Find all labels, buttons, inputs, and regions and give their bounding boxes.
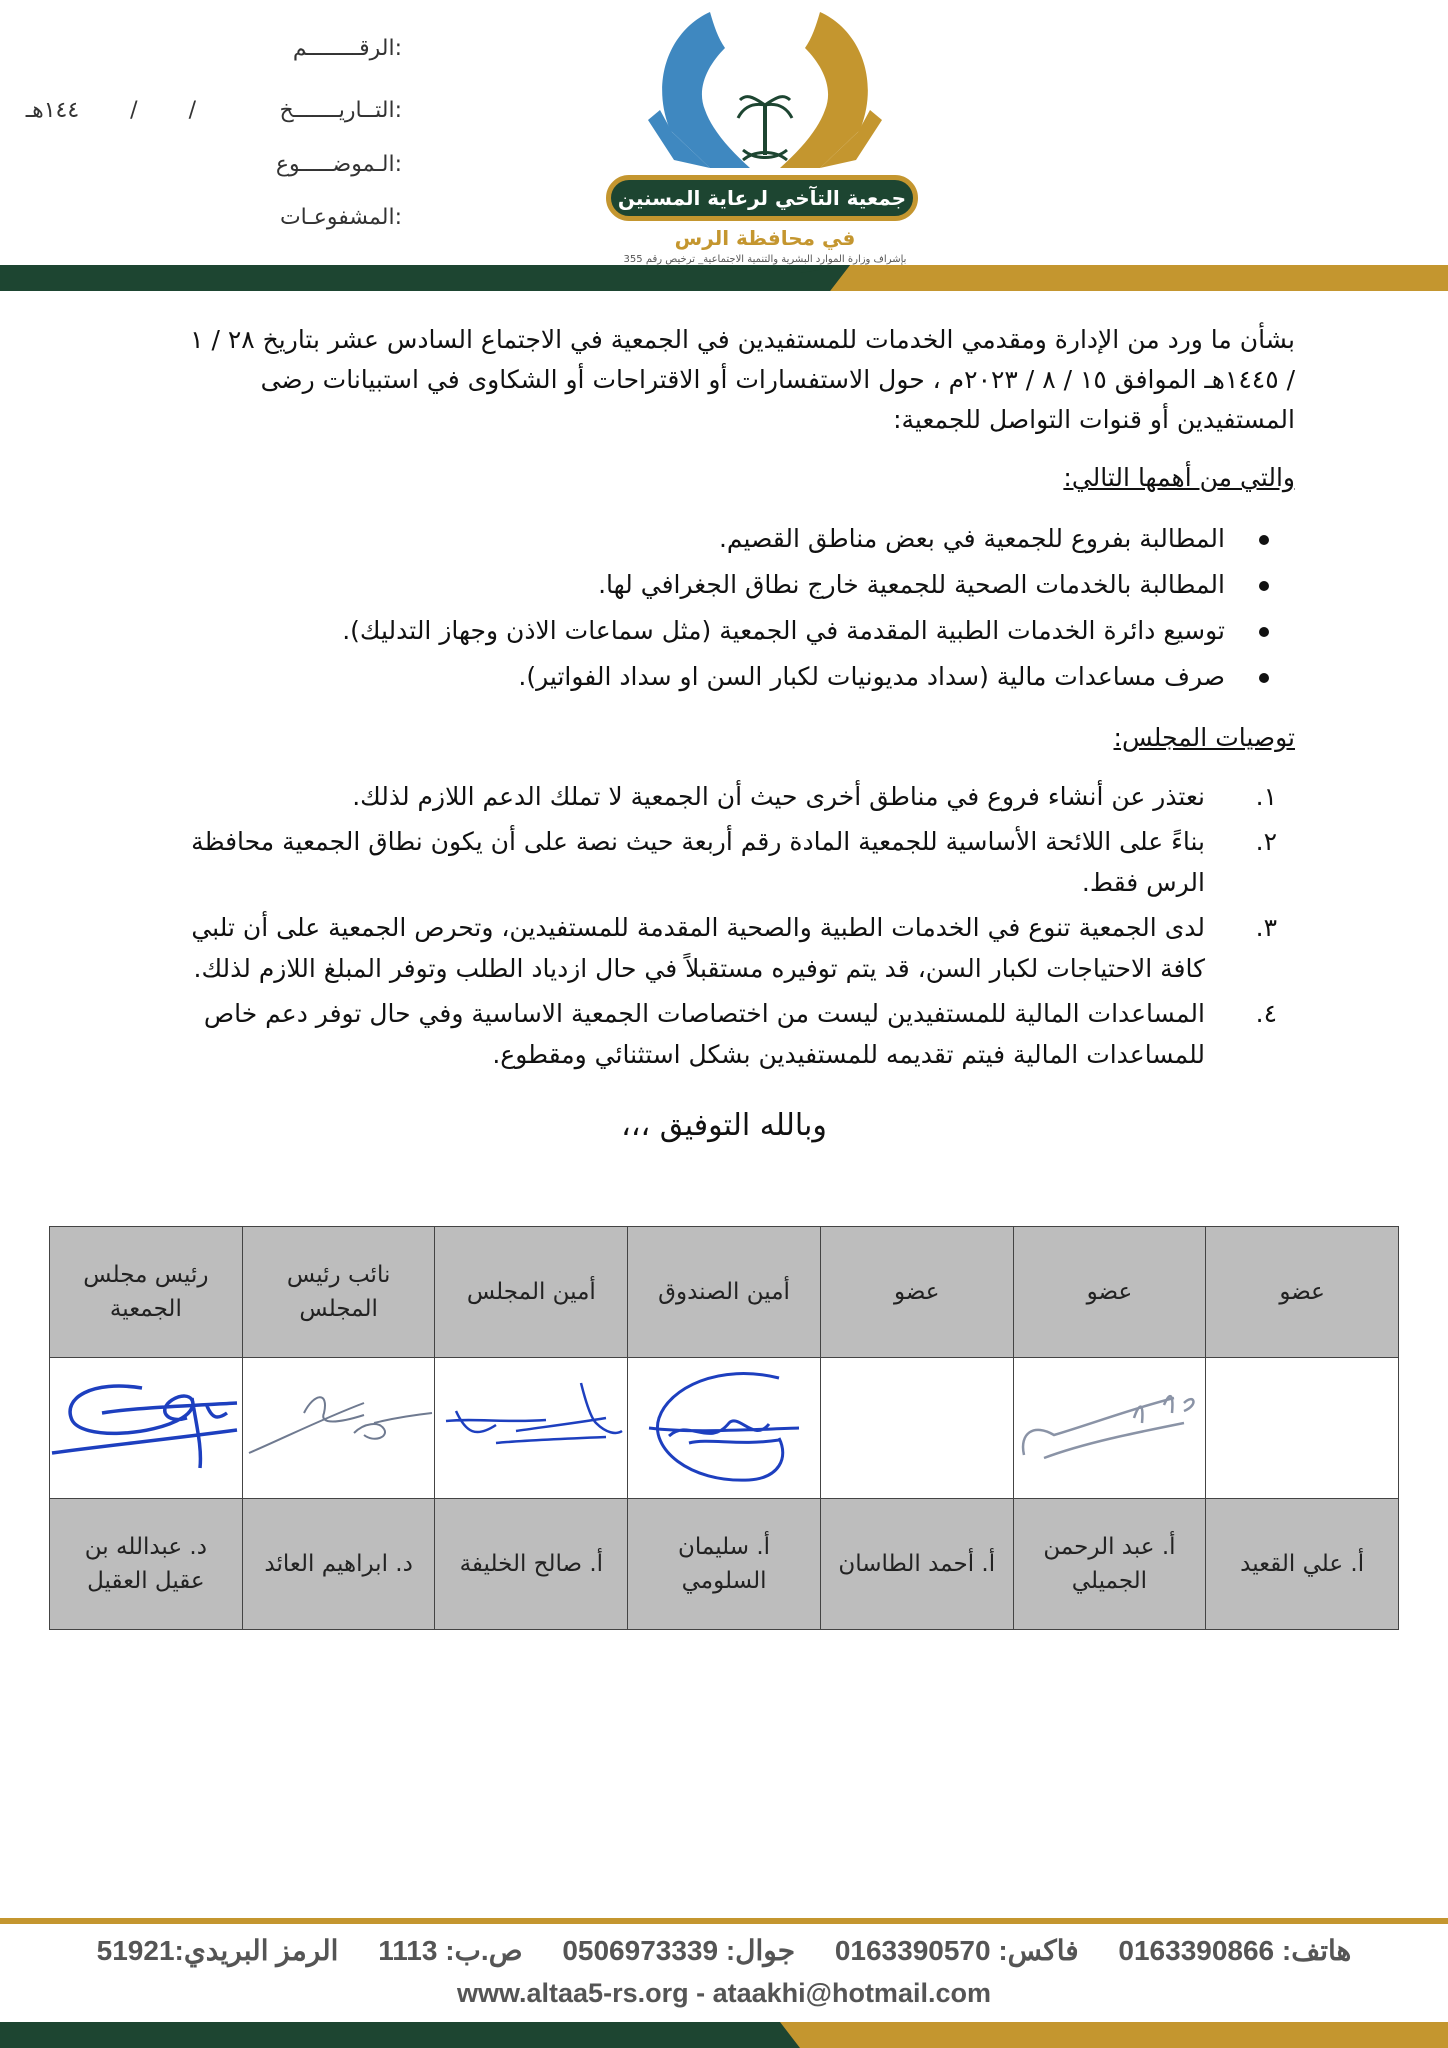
number-label: الرقــــــــم: (292, 36, 402, 61)
item-number: ٢. (1255, 827, 1277, 856)
closing-line: وبالله التوفيق ،،، (621, 1108, 827, 1143)
signature-cell (242, 1358, 435, 1499)
role-cell: أمين الصندوق (628, 1227, 821, 1358)
phone-number: هاتف: 0163390866 (1118, 1935, 1352, 1966)
item-text: نعتذر عن أنشاء فروع في مناطق أخرى حيث أن الجمعية لا تملك الدعم اللازم لذلك. (352, 782, 1205, 811)
list-item (180, 776, 1277, 817)
role-cell: أمين المجلس (435, 1227, 628, 1358)
signatures-table (49, 1226, 1399, 1630)
name-cell: أ. صالح الخليفة (435, 1499, 628, 1630)
name-cell: د. ابراهيم العائد (242, 1499, 435, 1630)
date-value: / / ١٤٤هـ (25, 98, 196, 123)
logo-name-plate: جمعية التآخي لرعاية المسنين (606, 175, 918, 221)
list-item (180, 907, 1277, 989)
table-row (50, 1358, 1399, 1499)
signature-cell (435, 1358, 628, 1499)
signature-mark (42, 1358, 242, 1488)
table-row (50, 1499, 1399, 1630)
signature-cell (820, 1358, 1013, 1499)
name-cell: أ. سليمان السلومي (628, 1499, 821, 1630)
list-item (180, 821, 1277, 903)
footer-band (0, 2022, 1448, 2048)
intro-paragraph: بشأن ما ورد من الإدارة ومقدمي الخدمات للمستفيدين في الجمعية في الاجتماع السادس عشر بتاريخ ٢٨ / ١ / ١٤٤٥هـ الموافق ١٥ / ٨ / ٢٠٢٣م ، حول الاستفسارات أو الاقتراحات أو الشكاوى في استبيانات رضى المستفيدين أو قنوات التواصل للجمعية: (190, 325, 1295, 434)
footer-divider (0, 1918, 1448, 1924)
role-cell: عضو (1206, 1227, 1399, 1358)
recommendations-title: توصيات المجلس: (1113, 723, 1295, 752)
name-cell: أ. علي القعيد (1206, 1499, 1399, 1630)
signature-mark (436, 1363, 626, 1483)
fax-number: فاكس: 0163390570 (834, 1935, 1079, 1966)
hands-palm-emblem-icon (600, 10, 930, 175)
signature-cell (1013, 1358, 1206, 1499)
item-text: المساعدات المالية للمستفيدين ليست من اختصاصات الجمعية الاساسية وفي حال توفر دعم خاص للمساعدات المالية فيتم تقديمه للمستفيدين بشكل استثنائي ومقطوع. (203, 999, 1205, 1069)
postal-code: الرمز البريدي:51921 (96, 1935, 339, 1966)
list-item: توسيع دائرة الخدمات الطبية المقدمة في الجمعية (مثل سماعات الاذن وجهاز التدليك). (180, 608, 1225, 654)
name-cell: د. عبدالله بن عقيل العقيل (50, 1499, 243, 1630)
demands-list (180, 516, 1295, 700)
signature-mark (1014, 1363, 1204, 1483)
role-cell: نائب رئيس المجلس (242, 1227, 435, 1358)
demands-title: والتي من أهمها التالي: (1063, 463, 1295, 492)
signature-cell (1206, 1358, 1399, 1499)
logo-license: بإشراف وزارة الموارد البشرية والتنمية الاجتماعية_ ترخيص رقم 355 (623, 254, 907, 265)
recommendations-list (180, 776, 1295, 1075)
list-item: المطالبة بفروع للجمعية في بعض مناطق القصيم. (180, 516, 1225, 562)
signature-cell (628, 1358, 821, 1499)
association-logo (600, 10, 930, 265)
footer-contacts (0, 1934, 1448, 1967)
name-cell: أ. أحمد الطاسان (820, 1499, 1013, 1630)
name-cell: أ. عبد الرحمن الجميلي (1013, 1499, 1206, 1630)
item-text: لدى الجمعية تنوع في الخدمات الطبية والصحية المقدمة للمستفيدين، وتحرص الجمعية على أن تلبي كافة الاحتياجات لكبار السن، قد يتم توفيره مستقبلاً في حال ازدياد الطلب وتوفر المبلغ اللازم لذلك. (191, 913, 1205, 983)
signature-mark (629, 1358, 819, 1488)
item-text: بناءً على اللائحة الأساسية للجمعية المادة رقم أربعة حيث نصة على أن يكون نطاق الجمعية محافظة الرس فقط. (191, 827, 1205, 897)
signature-mark (244, 1363, 434, 1483)
mobile-number: جوال: 0506973339 (562, 1935, 796, 1966)
date-label: التــاريـــــــخ: (279, 98, 402, 123)
letter-body (180, 320, 1295, 1079)
signature-cell (50, 1358, 243, 1499)
po-box: ص.ب: 1113 (378, 1935, 523, 1966)
list-item: المطالبة بالخدمات الصحية للجمعية خارج نطاق الجغرافي لها. (180, 562, 1225, 608)
table-row (50, 1227, 1399, 1358)
list-item (180, 993, 1277, 1075)
role-cell: عضو (1013, 1227, 1206, 1358)
header-band (0, 265, 1448, 291)
logo-city: في محافظة الرس (674, 226, 856, 250)
subject-label: الـموضـــــوع: (275, 152, 402, 177)
item-number: ٤. (1255, 999, 1277, 1028)
role-cell: رئيس مجلس الجمعية (50, 1227, 243, 1358)
attachments-label: المشفوعـات: (279, 205, 402, 230)
footer-web-email: www.altaa5-rs.org - ataakhi@hotmail.com (457, 1978, 991, 2008)
item-number: ٣. (1255, 913, 1277, 942)
item-number: ١. (1255, 782, 1277, 811)
list-item: صرف مساعدات مالية (سداد مديونيات لكبار السن او سداد الفواتير). (180, 654, 1225, 700)
letter-header-fields (0, 30, 420, 250)
role-cell: عضو (820, 1227, 1013, 1358)
